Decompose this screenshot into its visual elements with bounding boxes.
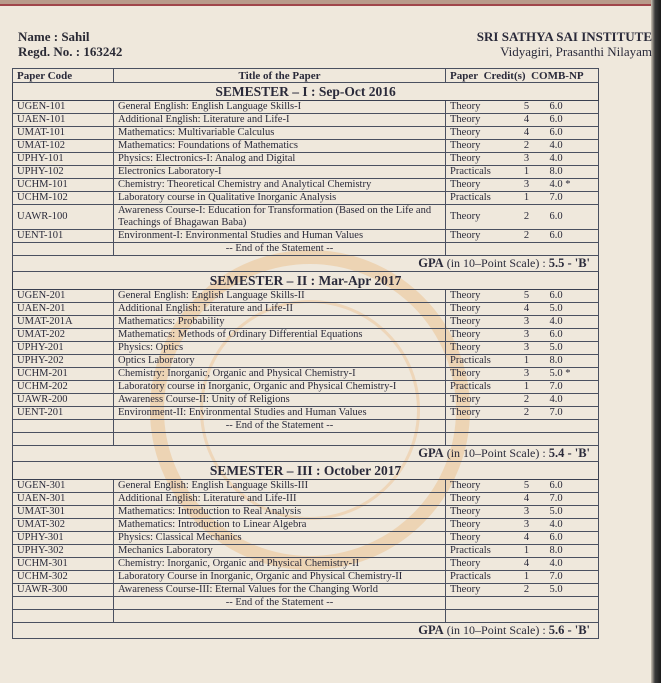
paper-type: Theory [446,205,508,230]
paper-type: Theory [446,329,508,342]
gpa-label: GPA [418,623,444,637]
comb-np: 6.0 [546,532,599,545]
course-row [13,230,599,243]
semester-heading [13,272,599,290]
grade-table [12,68,599,639]
credits: 2 [508,140,546,153]
comb-np: 5.0 * [546,368,599,381]
gpa-row [13,256,599,272]
comb-np: 4.0 [546,519,599,532]
header-comb: COMB-NP [531,69,584,82]
paper-type: Theory [446,140,508,153]
comb-np: 5.0 [546,303,599,316]
comb-np: 6.0 [546,127,599,140]
gpa-scale: (in 10–Point Scale) : [446,623,546,637]
comb-np: 4.0 [546,140,599,153]
paper-title: Physics: Electronics-I: Analog and Digital [114,153,446,166]
paper-type: Theory [446,368,508,381]
header-paper-credit-comb [446,69,599,83]
comb-np: 7.0 [546,493,599,506]
table-header [13,69,599,83]
paper-type: Practicals [446,545,508,558]
institute-name: SRI SATHYA SAI INSTITUTE [476,29,652,44]
end-row [13,420,599,433]
header-paper: Paper [450,69,479,82]
paper-title: Awareness Course-I: Education for Transformation (Based on the Life and Teachings of Bhagawan Baba) [114,205,446,230]
credits: 1 [508,381,546,394]
course-row [13,584,599,597]
credits: 3 [508,316,546,329]
gpa-cell [13,256,599,272]
comb-np: 6.0 [546,329,599,342]
credits: 4 [508,532,546,545]
paper-type: Theory [446,303,508,316]
paper-type: Theory [446,153,508,166]
header-credits: Credit(s) [483,69,526,82]
paper-type: Theory [446,506,508,519]
course-row [13,571,599,584]
credits: 4 [508,303,546,316]
comb-np: 4.0 [546,394,599,407]
course-row [13,303,599,316]
course-row [13,192,599,205]
paper-code: UMAT-101 [13,127,114,140]
credits: 5 [508,101,546,114]
paper-type: Theory [446,101,508,114]
paper-title: Additional English: Literature and Life-I [114,114,446,127]
paper-type: Theory [446,394,508,407]
paper-type: Theory [446,290,508,303]
course-row [13,329,599,342]
paper-title: Mathematics: Multivariable Calculus [114,127,446,140]
paper-type: Theory [446,532,508,545]
credits: 4 [508,493,546,506]
paper-code: UAEN-301 [13,493,114,506]
student-regd [18,44,122,59]
credits: 3 [508,329,546,342]
course-row [13,166,599,179]
paper-title: Environment-II: Environmental Studies and Human Values [114,407,446,420]
paper-code: UMAT-301 [13,506,114,519]
gpa-row [13,623,599,639]
credits: 5 [508,480,546,493]
course-row [13,342,599,355]
course-row [13,101,599,114]
credits: 3 [508,368,546,381]
credits: 1 [508,571,546,584]
credits: 4 [508,558,546,571]
paper-title: Mathematics: Probability [114,316,446,329]
regd-label: Regd. No. : [18,44,81,59]
paper-code: UGEN-301 [13,480,114,493]
credits: 1 [508,192,546,205]
credits: 1 [508,355,546,368]
credits: 3 [508,179,546,192]
paper-code: UGEN-201 [13,290,114,303]
course-row [13,493,599,506]
paper-type: Theory [446,584,508,597]
comb-np: 7.0 [546,571,599,584]
comb-np: 6.0 [546,230,599,243]
credits: 3 [508,506,546,519]
paper-type: Theory [446,519,508,532]
semester-title: SEMESTER – I : Sep-Oct 2016 [13,83,599,101]
blank-row [13,433,599,446]
paper-title: General English: English Language Skills-III [114,480,446,493]
course-row [13,394,599,407]
credits: 1 [508,166,546,179]
comb-np: 7.0 [546,407,599,420]
semester-title: SEMESTER – II : Mar-Apr 2017 [13,272,599,290]
course-row [13,532,599,545]
gpa-value: 5.5 - 'B' [548,256,591,270]
credits: 3 [508,342,546,355]
paper-type: Theory [446,493,508,506]
paper-code: UAWR-300 [13,584,114,597]
end-row [13,597,599,610]
course-row [13,153,599,166]
end-row [13,243,599,256]
paper-code: UCHM-102 [13,192,114,205]
paper-title: Chemistry: Inorganic, Organic and Physical Chemistry-II [114,558,446,571]
comb-np: 5.0 [546,584,599,597]
paper-code: UPHY-102 [13,166,114,179]
credits: 3 [508,519,546,532]
blank-row [13,610,599,623]
paper-type: Theory [446,342,508,355]
paper-code: UCHM-201 [13,368,114,381]
credits: 2 [508,394,546,407]
semester-heading [13,462,599,480]
course-row [13,506,599,519]
paper-title: Chemistry: Theoretical Chemistry and Analytical Chemistry [114,179,446,192]
comb-np: 6.0 [546,114,599,127]
paper-type: Practicals [446,192,508,205]
course-row [13,205,599,230]
credits: 3 [508,153,546,166]
comb-np: 7.0 [546,192,599,205]
paper-code: UCHM-302 [13,571,114,584]
paper-code: UAWR-200 [13,394,114,407]
paper-code: UMAT-201A [13,316,114,329]
header-code: Paper Code [13,69,114,83]
gpa-value: 5.6 - 'B' [548,623,591,637]
course-row [13,127,599,140]
gpa-row [13,446,599,462]
paper-code: UPHY-202 [13,355,114,368]
paper-type: Theory [446,179,508,192]
paper-title: General English: English Language Skills-II [114,290,446,303]
credits: 4 [508,127,546,140]
end-of-statement: -- End of the Statement -- [114,420,446,433]
gpa-value: 5.4 - 'B' [548,446,591,460]
course-row [13,519,599,532]
end-of-statement: -- End of the Statement -- [114,243,446,256]
course-row [13,545,599,558]
paper-title: Mathematics: Methods of Ordinary Differential Equations [114,329,446,342]
course-row [13,368,599,381]
paper-code: UCHM-101 [13,179,114,192]
paper-type: Theory [446,230,508,243]
paper-title: Awareness Course-II: Unity of Religions [114,394,446,407]
course-row [13,558,599,571]
paper-code: UPHY-301 [13,532,114,545]
credits: 2 [508,230,546,243]
paper-title: Additional English: Literature and Life-II [114,303,446,316]
end-of-statement: -- End of the Statement -- [114,597,446,610]
gpa-label: GPA [418,256,444,270]
red-rule [0,4,661,6]
course-row [13,140,599,153]
paper-title: Mechanics Laboratory [114,545,446,558]
comb-np: 4.0 [546,316,599,329]
institute-header [477,29,652,59]
course-row [13,381,599,394]
paper-type: Theory [446,480,508,493]
paper-code: UCHM-202 [13,381,114,394]
comb-np: 8.0 [546,545,599,558]
paper-title: Chemistry: Inorganic, Organic and Physical Chemistry-I [114,368,446,381]
name-value: Sahil [61,29,90,44]
comb-np: 6.0 [546,480,599,493]
paper-type: Theory [446,558,508,571]
comb-np: 4.0 [546,558,599,571]
paper-code: UPHY-302 [13,545,114,558]
gpa-scale: (in 10–Point Scale) : [446,256,546,270]
comb-np: 6.0 [546,205,599,230]
paper-code: UENT-201 [13,407,114,420]
paper-type: Theory [446,316,508,329]
comb-np: 5.0 [546,342,599,355]
paper-title: Awareness Course-III: Eternal Values for the Changing World [114,584,446,597]
course-row [13,480,599,493]
paper-title: Optics Laboratory [114,355,446,368]
paper-code: UMAT-102 [13,140,114,153]
paper-type: Theory [446,114,508,127]
name-label: Name : [18,29,59,44]
paper-type: Practicals [446,166,508,179]
gpa-cell [13,623,599,639]
credits: 2 [508,407,546,420]
course-row [13,355,599,368]
comb-np: 6.0 [546,101,599,114]
student-info [18,29,122,59]
course-row [13,114,599,127]
comb-np: 6.0 [546,290,599,303]
credits: 5 [508,290,546,303]
paper-title: Mathematics: Foundations of Mathematics [114,140,446,153]
paper-title: Mathematics: Introduction to Linear Algebra [114,519,446,532]
credits: 2 [508,205,546,230]
paper-title: Electronics Laboratory-I [114,166,446,179]
paper-title: Laboratory Course in Inorganic, Organic and Physical Chemistry-II [114,571,446,584]
paper-title: Physics: Classical Mechanics [114,532,446,545]
course-row [13,407,599,420]
gpa-cell [13,446,599,462]
paper-type: Theory [446,127,508,140]
paper-code: UMAT-202 [13,329,114,342]
student-name [18,29,122,44]
header-title: Title of the Paper [114,69,446,83]
comb-np: 8.0 [546,355,599,368]
comb-np: 5.0 [546,506,599,519]
paper-code: UCHM-301 [13,558,114,571]
credits: 1 [508,545,546,558]
comb-np: 4.0 * [546,179,599,192]
paper-type: Practicals [446,355,508,368]
paper-code: UAWR-100 [13,205,114,230]
paper-title: Laboratory course in Inorganic, Organic and Physical Chemistry-I [114,381,446,394]
paper-title: Laboratory course in Qualitative Inorganic Analysis [114,192,446,205]
semester-title: SEMESTER – III : October 2017 [13,462,599,480]
semester-heading [13,83,599,101]
gpa-scale: (in 10–Point Scale) : [446,446,546,460]
paper-code: UAEN-101 [13,114,114,127]
credits: 4 [508,114,546,127]
paper-type: Practicals [446,571,508,584]
gpa-label: GPA [418,446,444,460]
paper-code: UMAT-302 [13,519,114,532]
paper-type: Theory [446,407,508,420]
institute-location: Vidyagiri, Prasanthi Nilayam [500,44,652,59]
paper-code: UPHY-101 [13,153,114,166]
course-row [13,316,599,329]
course-row [13,290,599,303]
paper-code: UGEN-101 [13,101,114,114]
comb-np: 4.0 [546,153,599,166]
paper-code: UPHY-201 [13,342,114,355]
course-row [13,179,599,192]
paper-title: Additional English: Literature and Life-III [114,493,446,506]
paper-type: Practicals [446,381,508,394]
comb-np: 7.0 [546,381,599,394]
paper-title: Physics: Optics [114,342,446,355]
paper-title: General English: English Language Skills-I [114,101,446,114]
comb-np: 8.0 [546,166,599,179]
paper-title: Mathematics: Introduction to Real Analysis [114,506,446,519]
regd-value: 163242 [83,44,123,59]
paper-title: Environment-I: Environmental Studies and Human Values [114,230,446,243]
credits: 2 [508,584,546,597]
scan-edge [651,0,661,683]
paper-code: UENT-101 [13,230,114,243]
paper-code: UAEN-201 [13,303,114,316]
